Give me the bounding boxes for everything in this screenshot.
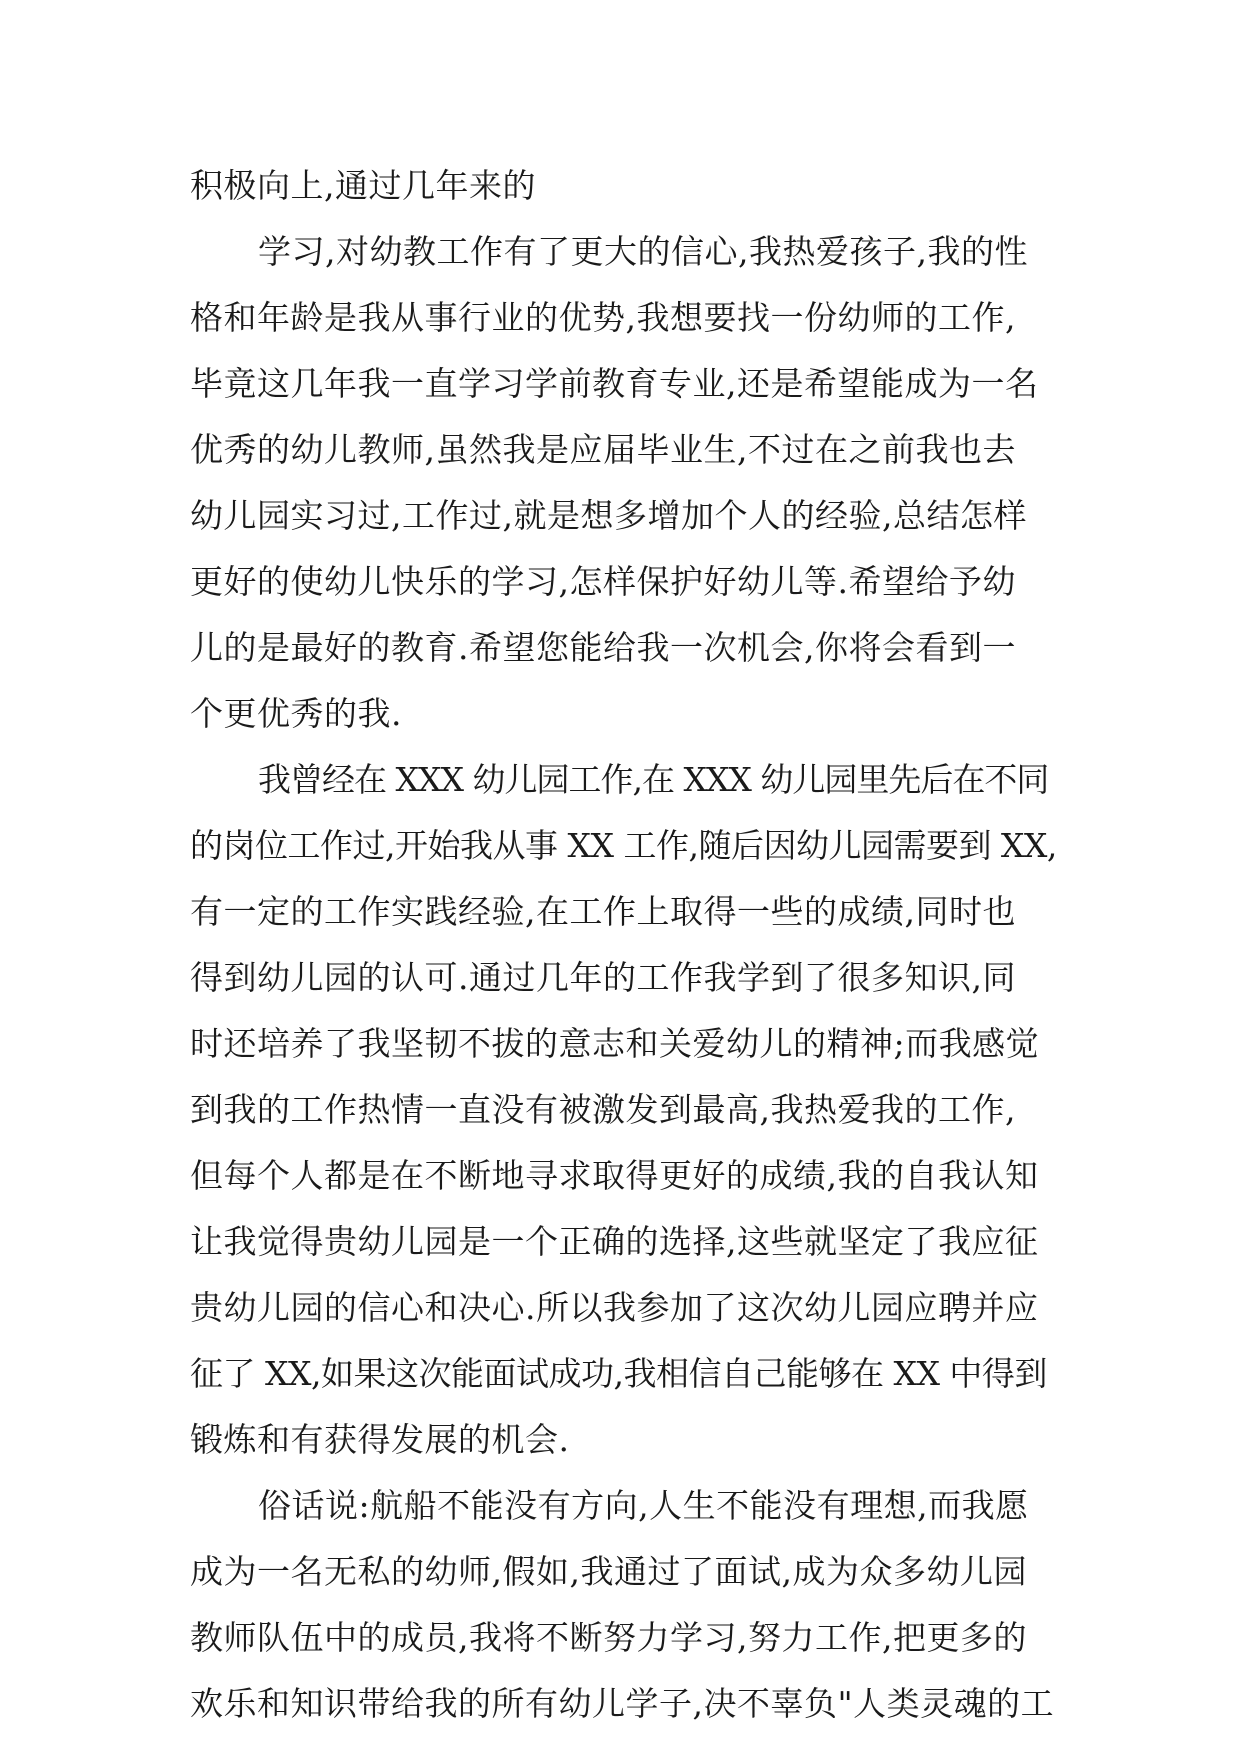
text-line: 有一定的工作实践经验,在工作上取得一些的成绩,同时也 — [190, 892, 1016, 931]
text-line: 幼儿园实习过,工作过,就是想多增加个人的经验,总结怎样 — [190, 496, 1027, 535]
text-line: 更好的使幼儿快乐的学习,怎样保护好幼儿等.希望给予幼 — [190, 562, 1016, 601]
text-line: 的岗位工作过,开始我从事 XX 工作,随后因幼儿园需要到 XX, — [190, 826, 1057, 865]
text-line: 贵幼儿园的信心和决心.所以我参加了这次幼儿园应聘并应 — [190, 1288, 1039, 1327]
text-line: 让我觉得贵幼儿园是一个正确的选择,这些就坚定了我应征 — [190, 1222, 1039, 1261]
text-line: 个更优秀的我. — [190, 694, 402, 733]
text-line: 征了 XX,如果这次能面试成功,我相信自己能够在 XX 中得到 — [190, 1354, 1047, 1393]
text-line: 积极向上,通过几年来的 — [190, 166, 536, 205]
text-line: 欢乐和知识带给我的所有幼儿学子,决不辜负"人类灵魂的工 — [190, 1684, 1055, 1723]
paragraph-first-line: 我曾经在 XXX 幼儿园工作,在 XXX 幼儿园里先后在不同 — [258, 760, 1049, 799]
text-line: 但每个人都是在不断地寻求取得更好的成绩,我的自我认知 — [190, 1156, 1039, 1195]
text-line: 时还培养了我坚韧不拔的意志和关爱幼儿的精神;而我感觉 — [190, 1024, 1040, 1063]
text-line: 教师队伍中的成员,我将不断努力学习,努力工作,把更多的 — [190, 1618, 1027, 1657]
text-line: 格和年龄是我从事行业的优势,我想要找一份幼师的工作, — [190, 298, 1016, 337]
text-line: 儿的是最好的教育.希望您能给我一次机会,你将会看到一 — [190, 628, 1016, 667]
body-text — [190, 153, 1060, 1737]
text-line: 得到幼儿园的认可.通过几年的工作我学到了很多知识,同 — [190, 958, 1016, 997]
text-line: 优秀的幼儿教师,虽然我是应届毕业生,不过在之前我也去 — [190, 430, 1016, 469]
paragraph-first-line: 俗话说:航船不能没有方向,人生不能没有理想,而我愿 — [258, 1486, 1029, 1525]
text-line: 锻炼和有获得发展的机会. — [190, 1420, 570, 1459]
text-line: 毕竟这几年我一直学习学前教育专业,还是希望能成为一名 — [190, 364, 1039, 403]
text-line: 成为一名无私的幼师,假如,我通过了面试,成为众多幼儿园 — [190, 1552, 1027, 1591]
text-line: 到我的工作热情一直没有被激发到最高,我热爱我的工作, — [190, 1090, 1016, 1129]
paragraph-first-line: 学习,对幼教工作有了更大的信心,我热爱孩子,我的性 — [258, 232, 1028, 271]
